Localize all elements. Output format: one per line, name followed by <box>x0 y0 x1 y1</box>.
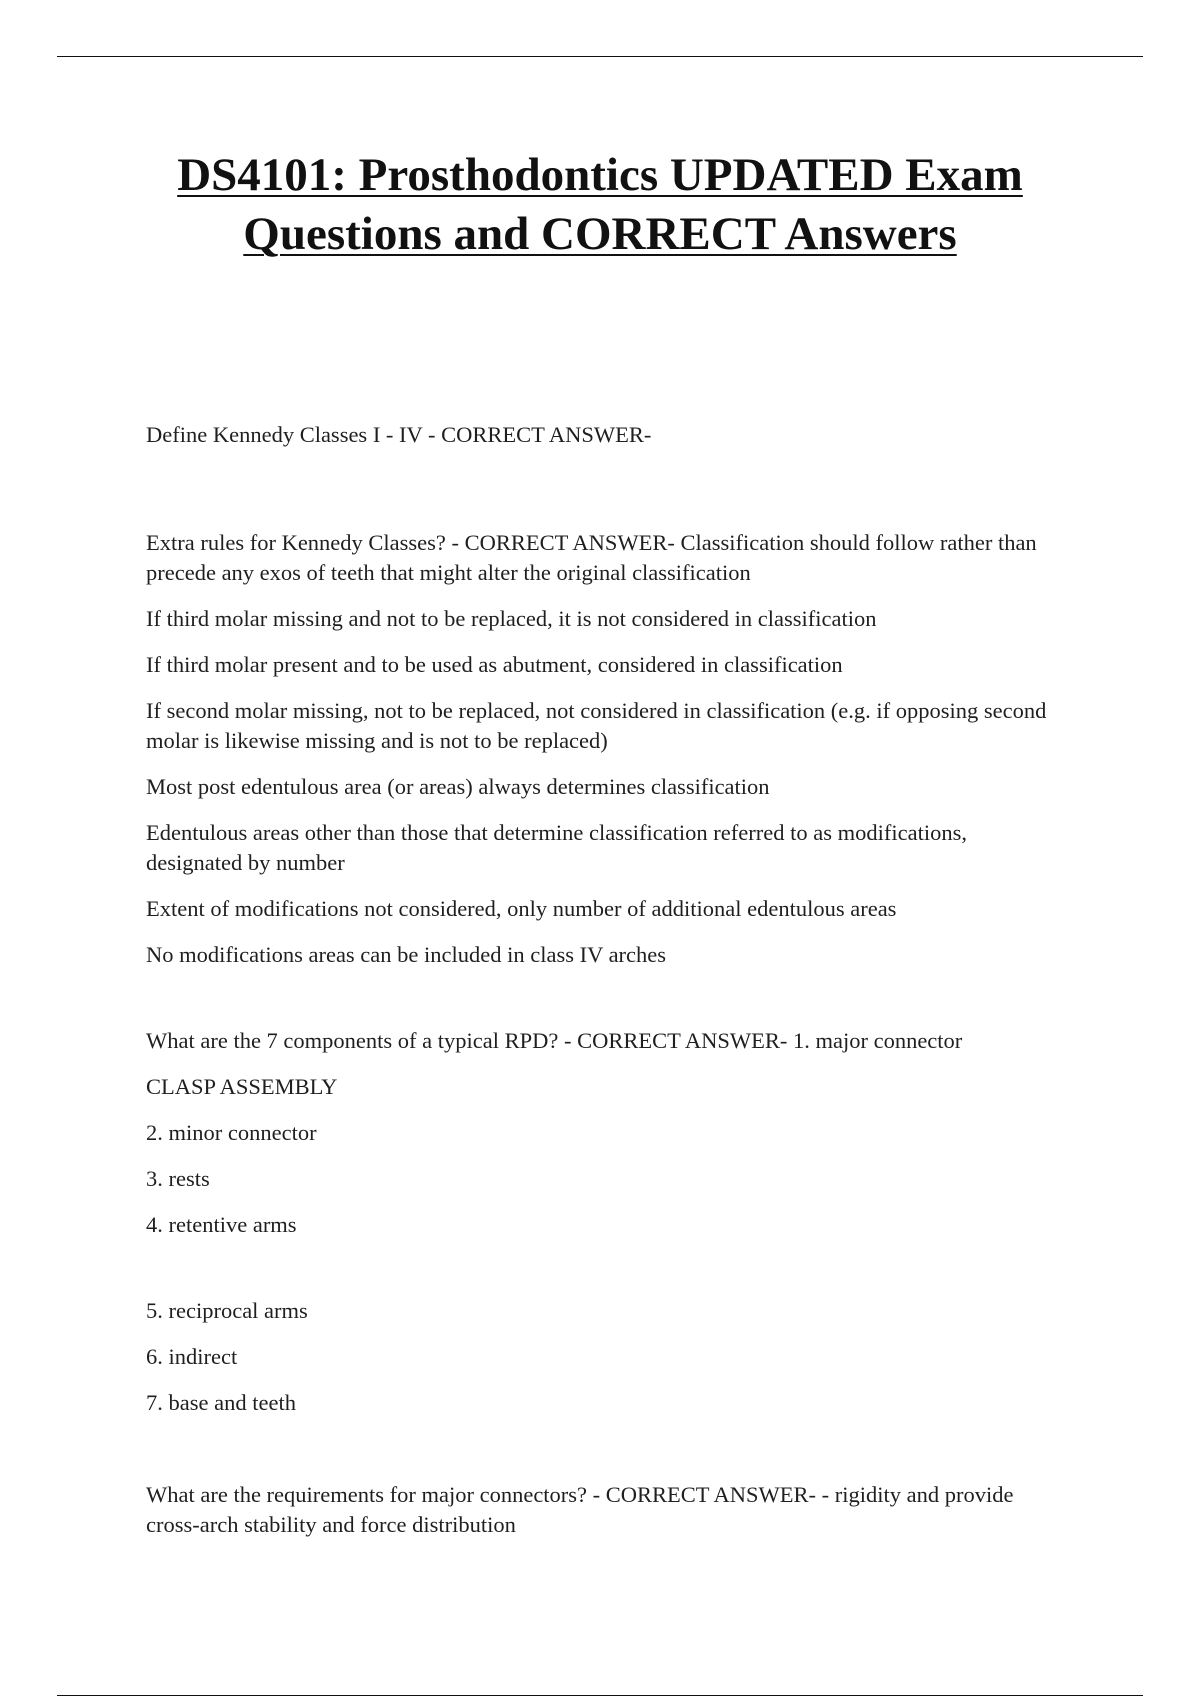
document-title <box>0 146 1200 264</box>
answer-paragraph: If third molar missing and not to be replaced, it is not considered in classification <box>146 606 877 631</box>
title-line-2: Questions and CORRECT Answers <box>243 208 957 260</box>
bottom-rule <box>57 1695 1143 1696</box>
answer-paragraph: Edentulous areas other than those that determine classification referred to as modifications, designated by number <box>146 820 967 875</box>
answer-paragraph: If third molar present and to be used as abutment, considered in classification <box>146 652 843 677</box>
question-text: Define Kennedy Classes I - IV - CORRECT ANSWER- <box>146 422 652 447</box>
qa-kennedy-classes <box>146 420 1066 450</box>
answer-paragraph: 4. retentive arms <box>146 1212 297 1237</box>
qa-kennedy-rules <box>146 528 1066 970</box>
question-text: Extra rules for Kennedy Classes? - CORRECT ANSWER- Classification should follow rather than precede any exos of teeth that might alter the original classification <box>146 530 1037 585</box>
spacer <box>146 1434 1066 1480</box>
spacer <box>146 986 1066 1026</box>
answer-paragraph: Extent of modifications not considered, only number of additional edentulous areas <box>146 896 897 921</box>
document-body <box>146 420 1066 1556</box>
spacer <box>146 466 1066 528</box>
qa-rpd-components <box>146 1026 1066 1240</box>
answer-paragraph: 6. indirect <box>146 1344 238 1369</box>
answer-paragraph: 5. reciprocal arms <box>146 1298 308 1323</box>
question-text: What are the requirements for major connectors? - CORRECT ANSWER- - rigidity and provide cross-arch stability and force distribution <box>146 1482 1014 1537</box>
answer-paragraph: CLASP ASSEMBLY <box>146 1074 338 1099</box>
title-line-1: DS4101: Prosthodontics UPDATED Exam <box>177 149 1023 201</box>
answer-paragraph: 3. rests <box>146 1166 210 1191</box>
answer-paragraph: 2. minor connector <box>146 1120 317 1145</box>
spacer <box>146 1256 1066 1296</box>
answer-paragraph: If second molar missing, not to be replaced, not considered in classification (e.g. if opposing second molar is likewise missing and is not to be replaced) <box>146 698 1047 753</box>
qa-rpd-components-continued <box>146 1296 1066 1418</box>
qa-major-connectors <box>146 1480 1066 1540</box>
answer-paragraph: Most post edentulous area (or areas) always determines classification <box>146 774 770 799</box>
question-text: What are the 7 components of a typical RPD? - CORRECT ANSWER- 1. major connector <box>146 1028 963 1053</box>
answer-paragraph: No modifications areas can be included in class IV arches <box>146 942 667 967</box>
answer-paragraph: 7. base and teeth <box>146 1390 296 1415</box>
top-rule <box>57 56 1143 57</box>
